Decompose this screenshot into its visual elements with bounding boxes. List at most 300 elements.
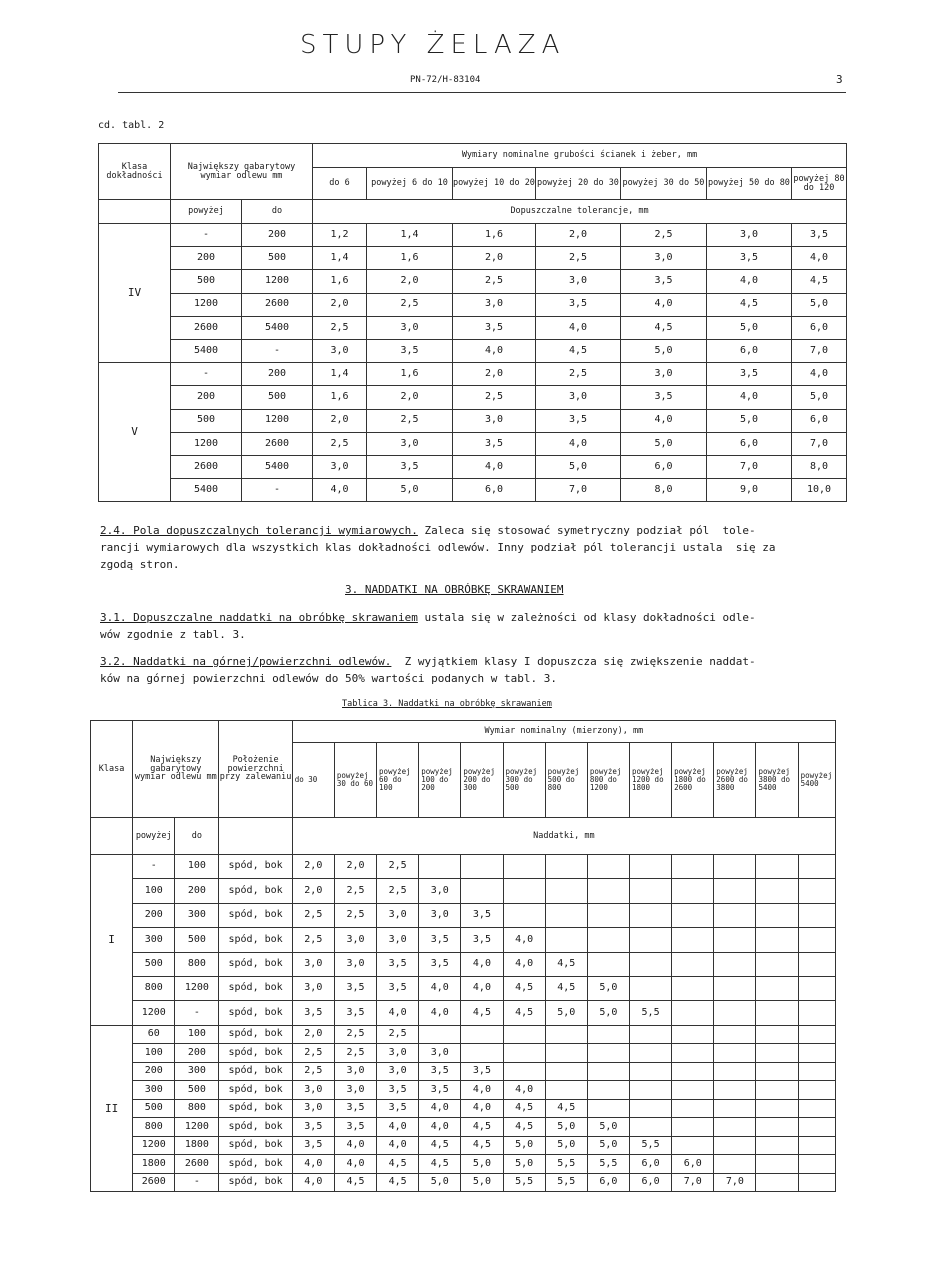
table2-row: [99, 247, 847, 270]
table2-to-cell: -: [242, 339, 313, 362]
table3-value-cell: [756, 952, 798, 976]
table3-value-cell: [419, 855, 461, 879]
table3-value-cell: 7,0: [714, 1173, 756, 1192]
table3-value-cell: 3,0: [334, 952, 376, 976]
table3-value-cell: [672, 1025, 714, 1044]
table2-range-header: powyżej 20 do 30: [536, 168, 621, 200]
table3-from-cell: 200: [133, 1062, 175, 1081]
table3-value-cell: [587, 879, 629, 903]
table2-value-cell: 1,6: [367, 363, 453, 386]
table3-value-cell: 6,0: [629, 1155, 671, 1174]
table3-value-cell: 3,5: [292, 1136, 334, 1155]
table3-value-cell: 3,0: [292, 1081, 334, 1100]
table3-value-cell: 3,0: [377, 1062, 419, 1081]
table3-position-cell: spód, bok: [219, 1173, 292, 1192]
table3-value-cell: [756, 1099, 798, 1118]
table3-caption: Tablica 3. Naddatki na obróbkę skrawaniem: [342, 699, 552, 709]
table3-value-cell: [672, 1118, 714, 1137]
table3-value-cell: 5,0: [587, 1136, 629, 1155]
table2-tolerancje-header: Dopuszczalne tolerancje, mm: [313, 200, 847, 224]
table3-value-cell: 4,5: [419, 1155, 461, 1174]
table3-value-cell: [672, 879, 714, 903]
table3-value-cell: [587, 855, 629, 879]
table3-value-cell: [714, 855, 756, 879]
table2-from-cell: -: [171, 224, 242, 247]
table3-row: [91, 976, 836, 1000]
table3-value-cell: 4,0: [334, 1136, 376, 1155]
table2-from-cell: 5400: [171, 479, 242, 502]
table2-value-cell: 1,4: [313, 247, 367, 270]
table2-row: [99, 386, 847, 409]
table2-value-cell: 3,5: [621, 270, 707, 293]
table3-value-cell: [672, 855, 714, 879]
table3-value-cell: [798, 1136, 835, 1155]
table3-value-cell: [798, 1025, 835, 1044]
table3-row: [91, 1099, 836, 1118]
table3-value-cell: 3,0: [334, 1081, 376, 1100]
table2-value-cell: 7,0: [792, 432, 847, 455]
table3-row: [91, 1118, 836, 1137]
table3-value-cell: 4,0: [419, 1001, 461, 1025]
table3-value-cell: [545, 1062, 587, 1081]
table3-value-cell: [714, 1062, 756, 1081]
table2-row: [99, 432, 847, 455]
table3-range-header: powyżej 3800 do 5400: [756, 743, 798, 818]
paragraph-2-4: [100, 522, 846, 573]
table3-position-cell: spód, bok: [219, 1025, 292, 1044]
table2-value-cell: 3,5: [367, 339, 453, 362]
table3-value-cell: 4,5: [461, 1136, 503, 1155]
table3-from-cell: 2600: [133, 1173, 175, 1192]
table3-from-cell: 800: [133, 976, 175, 1000]
table3-to-cell: 1200: [175, 976, 219, 1000]
table3-class-cell: II: [91, 1025, 133, 1192]
table3-value-cell: [756, 1136, 798, 1155]
table3-value-cell: [714, 1118, 756, 1137]
table3-value-cell: 4,0: [461, 952, 503, 976]
table3-value-cell: [798, 952, 835, 976]
table3-value-cell: 3,5: [377, 1099, 419, 1118]
table2-row: [99, 455, 847, 478]
table3-value-cell: [798, 1155, 835, 1174]
table2-value-cell: 5,0: [367, 479, 453, 502]
table3-value-cell: 3,5: [334, 976, 376, 1000]
table3-value-cell: [672, 1001, 714, 1025]
table3-range-header: powyżej 800 do 1200: [587, 743, 629, 818]
table3-value-cell: [756, 855, 798, 879]
table3-value-cell: 5,0: [587, 976, 629, 1000]
table2-value-cell: 1,6: [313, 270, 367, 293]
table3-value-cell: [798, 879, 835, 903]
table3-value-cell: 4,5: [545, 976, 587, 1000]
table3-value-cell: [587, 903, 629, 927]
table2-value-cell: 8,0: [792, 455, 847, 478]
table3-value-cell: [714, 928, 756, 952]
table3-value-cell: 3,0: [334, 928, 376, 952]
table2-range-header: powyżej 30 do 50: [621, 168, 707, 200]
table2-value-cell: 3,0: [453, 293, 536, 316]
table2-wymiary-header: Wymiary nominalne grubości ścianek i żeber, mm: [313, 144, 847, 168]
table3-value-cell: [714, 1136, 756, 1155]
table3-value-cell: 2,5: [334, 903, 376, 927]
table3-value-cell: 4,5: [503, 1099, 545, 1118]
table3-value-cell: 3,5: [461, 903, 503, 927]
table3-value-cell: [461, 1044, 503, 1063]
table3-to-cell: -: [175, 1001, 219, 1025]
table3-value-cell: [672, 976, 714, 1000]
table2-value-cell: 2,5: [313, 316, 367, 339]
table2-value-cell: 6,0: [621, 455, 707, 478]
table3-value-cell: 3,0: [292, 952, 334, 976]
table3-value-cell: 3,5: [334, 1099, 376, 1118]
table3-value-cell: [756, 1081, 798, 1100]
table2-value-cell: 10,0: [792, 479, 847, 502]
table3-value-cell: [629, 1062, 671, 1081]
table3-value-cell: [461, 855, 503, 879]
table2-value-cell: 5,0: [707, 316, 792, 339]
table3-value-cell: [629, 1025, 671, 1044]
table3-value-cell: [714, 879, 756, 903]
table3-from-cell: 200: [133, 903, 175, 927]
paragraph-3-1: [100, 609, 846, 643]
table2-value-cell: 3,0: [313, 455, 367, 478]
table2-range-header: powyżej 80 do 120: [792, 168, 847, 200]
table2-from-cell: 1200: [171, 293, 242, 316]
page-number: 3: [836, 73, 843, 86]
table3-value-cell: [629, 855, 671, 879]
table3-value-cell: [714, 1081, 756, 1100]
table3-row: [91, 1136, 836, 1155]
table2-to-cell: 2600: [242, 293, 313, 316]
table3-range-header: powyżej 2600 do 3800: [714, 743, 756, 818]
table3-row: [91, 1025, 836, 1044]
table3-range-header: powyżej 30 do 60: [334, 743, 376, 818]
table3-value-cell: 2,5: [377, 1025, 419, 1044]
table3-value-cell: 4,0: [419, 1099, 461, 1118]
table3-value-cell: 2,0: [292, 1025, 334, 1044]
table3-to-cell: 800: [175, 952, 219, 976]
table3-value-cell: 3,5: [377, 952, 419, 976]
table3-to-cell: 500: [175, 928, 219, 952]
paragraph-2-4-line3: zgodą stron.: [100, 558, 180, 571]
table3-value-cell: [503, 903, 545, 927]
table2-value-cell: 7,0: [707, 455, 792, 478]
table3-value-cell: [629, 1081, 671, 1100]
table2-from-cell: 2600: [171, 316, 242, 339]
table3-value-cell: 4,0: [292, 1173, 334, 1192]
table3-value-cell: 5,0: [461, 1155, 503, 1174]
table2-to-cell: 500: [242, 386, 313, 409]
table2-class-cell: V: [99, 363, 171, 502]
table3-position-cell: spód, bok: [219, 1081, 292, 1100]
table3-value-cell: [587, 1099, 629, 1118]
table2-to-cell: -: [242, 479, 313, 502]
table2-value-cell: 3,5: [536, 293, 621, 316]
table3-value-cell: [503, 879, 545, 903]
table3-row: [91, 1155, 836, 1174]
table3-value-cell: [587, 1081, 629, 1100]
table3-value-cell: [503, 1044, 545, 1063]
table3-value-cell: 4,0: [503, 1081, 545, 1100]
table3-value-cell: 4,0: [292, 1155, 334, 1174]
table2-to-cell: 500: [242, 247, 313, 270]
table2-value-cell: 3,5: [453, 432, 536, 455]
table2-from-cell: 200: [171, 247, 242, 270]
table2-value-cell: 5,0: [621, 432, 707, 455]
table3-from-cell: 100: [133, 1044, 175, 1063]
table3-value-cell: 4,5: [503, 976, 545, 1000]
table3-value-cell: [714, 952, 756, 976]
table3-value-cell: 2,5: [334, 1025, 376, 1044]
table2-value-cell: 4,5: [792, 270, 847, 293]
table3-position-cell: spód, bok: [219, 1099, 292, 1118]
table2-value-cell: 9,0: [707, 479, 792, 502]
table3-value-cell: 4,0: [461, 976, 503, 1000]
table3-value-cell: [798, 1118, 835, 1137]
table3-value-cell: 3,0: [292, 1099, 334, 1118]
table3-value-cell: 4,5: [377, 1173, 419, 1192]
table3-position-cell: spód, bok: [219, 1044, 292, 1063]
table3-value-cell: 2,5: [334, 879, 376, 903]
table3-value-cell: 6,0: [587, 1173, 629, 1192]
table3-from-cell: 500: [133, 1099, 175, 1118]
table2-value-cell: 1,4: [367, 224, 453, 247]
table2-value-cell: 6,0: [453, 479, 536, 502]
paragraph-3-2-line1: Z wyjątkiem klasy I dopuszcza się zwiększenie naddat-: [391, 655, 756, 668]
table3-value-cell: 5,5: [629, 1001, 671, 1025]
table3-value-cell: 2,5: [377, 879, 419, 903]
table3-position-cell: spód, bok: [219, 1118, 292, 1137]
table3-value-cell: 6,0: [629, 1173, 671, 1192]
table3-to-cell: 200: [175, 879, 219, 903]
table3-to-cell: 100: [175, 1025, 219, 1044]
table3-value-cell: [756, 976, 798, 1000]
paragraph-2-4-line2: rancji wymiarowych dla wszystkich klas dokładności odlewów. Inny podział pól tolerancji ustala się za: [100, 541, 776, 554]
table3-value-cell: [756, 903, 798, 927]
table3-value-cell: 5,0: [545, 1001, 587, 1025]
table3-row: [91, 1173, 836, 1192]
table2-from-cell: 1200: [171, 432, 242, 455]
table3-value-cell: 3,0: [292, 976, 334, 1000]
table3-value-cell: [756, 1155, 798, 1174]
table2-class-header: Klasa dokładności: [99, 144, 171, 200]
table3-range-header: powyżej 1200 do 1800: [629, 743, 671, 818]
allowance-table: [90, 720, 836, 1192]
table2-do-header: do: [242, 200, 313, 224]
table3-value-cell: 4,5: [503, 1118, 545, 1137]
table3-value-cell: 2,5: [292, 1044, 334, 1063]
table3-powyzej-header: powyżej: [133, 818, 175, 855]
table2-from-cell: 500: [171, 409, 242, 432]
tolerance-table: [98, 143, 847, 502]
table3-value-cell: 5,5: [503, 1173, 545, 1192]
table3-value-cell: [629, 976, 671, 1000]
table2-row: [99, 270, 847, 293]
table3-gabaryt-header: Największy gabarytowy wymiar odlewu mm: [133, 721, 219, 818]
table3-value-cell: 4,5: [461, 1118, 503, 1137]
table3-value-cell: 3,0: [377, 928, 419, 952]
table3-value-cell: [798, 976, 835, 1000]
table3-class-cell: I: [91, 855, 133, 1026]
table3-value-cell: 5,0: [419, 1173, 461, 1192]
table3-value-cell: [798, 1099, 835, 1118]
table3-value-cell: [545, 1044, 587, 1063]
table3-to-cell: 1200: [175, 1118, 219, 1137]
table2-value-cell: 2,5: [367, 409, 453, 432]
table2-row: [99, 479, 847, 502]
table3-value-cell: [587, 1044, 629, 1063]
table3-to-cell: 200: [175, 1044, 219, 1063]
table2-range-header: powyżej 10 do 20: [453, 168, 536, 200]
table2-to-cell: 200: [242, 363, 313, 386]
table3-value-cell: [545, 903, 587, 927]
table3-value-cell: 5,0: [545, 1118, 587, 1137]
table3-value-cell: [461, 1025, 503, 1044]
paragraph-3-1-line1: ustala się w zależności od klasy dokładności odle-: [417, 611, 756, 624]
table3-value-cell: 5,0: [545, 1136, 587, 1155]
table3-value-cell: 3,5: [461, 928, 503, 952]
table3-value-cell: [798, 1044, 835, 1063]
table3-value-cell: 4,5: [461, 1001, 503, 1025]
table2-value-cell: 4,0: [453, 339, 536, 362]
table2-value-cell: 2,0: [313, 409, 367, 432]
continuation-label: cd. tabl. 2: [98, 120, 165, 131]
table3-class-blank: [91, 818, 133, 855]
table3-value-cell: 5,5: [545, 1155, 587, 1174]
table3-value-cell: 3,0: [377, 903, 419, 927]
table3-value-cell: 3,5: [292, 1118, 334, 1137]
paragraph-3-2-line2: ków na górnej powierzchni odlewów do 50% wartości podanych w tabl. 3.: [100, 672, 557, 685]
table3-from-cell: 1200: [133, 1136, 175, 1155]
table3-value-cell: [672, 1081, 714, 1100]
table3-position-cell: spód, bok: [219, 1062, 292, 1081]
table2-range-header: powyżej 6 do 10: [367, 168, 453, 200]
table3-value-cell: 6,0: [672, 1155, 714, 1174]
table2-value-cell: 3,5: [792, 224, 847, 247]
table2-value-cell: 1,2: [313, 224, 367, 247]
table2-value-cell: 5,0: [621, 339, 707, 362]
table2-value-cell: 2,0: [313, 293, 367, 316]
table3-value-cell: [629, 1099, 671, 1118]
table2-value-cell: 5,0: [792, 386, 847, 409]
table3-row: [91, 928, 836, 952]
table3-value-cell: 2,0: [292, 879, 334, 903]
table2-value-cell: 2,5: [536, 247, 621, 270]
table3-value-cell: 4,5: [334, 1173, 376, 1192]
table2-value-cell: 3,0: [621, 363, 707, 386]
table3-position-cell: spód, bok: [219, 976, 292, 1000]
table2-class-blank: [99, 200, 171, 224]
table3-range-header: do 30: [292, 743, 334, 818]
table2-value-cell: 3,0: [367, 432, 453, 455]
table3-wymiar-header: Wymiar nominalny (mierzony), mm: [292, 721, 835, 743]
table3-value-cell: [714, 903, 756, 927]
table3-value-cell: [714, 1155, 756, 1174]
table3-value-cell: 4,0: [377, 1136, 419, 1155]
table3-value-cell: 4,0: [503, 928, 545, 952]
table2-gabaryt-header: Największy gabarytowy wymiar odlewu mm: [171, 144, 313, 200]
table2-from-cell: 2600: [171, 455, 242, 478]
table2-value-cell: 2,0: [453, 363, 536, 386]
table3-value-cell: 3,0: [377, 1044, 419, 1063]
table3-value-cell: [629, 952, 671, 976]
table2-value-cell: 3,0: [453, 409, 536, 432]
table3-value-cell: 2,5: [292, 1062, 334, 1081]
table3-value-cell: [587, 928, 629, 952]
table2-value-cell: 2,5: [453, 270, 536, 293]
table2-value-cell: 3,0: [707, 224, 792, 247]
table3-value-cell: 3,5: [419, 1062, 461, 1081]
table3-value-cell: [672, 1099, 714, 1118]
table2-value-cell: 2,0: [367, 386, 453, 409]
paragraph-3-2: [100, 653, 846, 687]
table3-value-cell: 3,5: [334, 1001, 376, 1025]
table2-value-cell: 2,5: [621, 224, 707, 247]
table3-value-cell: [756, 1062, 798, 1081]
table3-value-cell: 3,0: [419, 879, 461, 903]
table2-value-cell: 4,0: [707, 386, 792, 409]
table2-value-cell: 6,0: [792, 316, 847, 339]
table3-value-cell: [756, 1001, 798, 1025]
table3-value-cell: [714, 1025, 756, 1044]
table3-value-cell: 2,5: [292, 903, 334, 927]
table3-value-cell: 4,5: [377, 1155, 419, 1174]
document-code: PN-72/H-83104: [410, 75, 481, 85]
table3-value-cell: [798, 1001, 835, 1025]
table3-value-cell: [503, 1062, 545, 1081]
table3-to-cell: 2600: [175, 1155, 219, 1174]
table3-value-cell: [587, 952, 629, 976]
table2-from-cell: 200: [171, 386, 242, 409]
table2-value-cell: 5,0: [536, 455, 621, 478]
table3-value-cell: [545, 855, 587, 879]
table3-value-cell: 4,0: [377, 1118, 419, 1137]
table3-value-cell: 4,5: [419, 1136, 461, 1155]
table3-value-cell: 2,0: [334, 855, 376, 879]
table3-from-cell: 300: [133, 928, 175, 952]
table2-class-cell: IV: [99, 224, 171, 363]
table2-value-cell: 3,5: [621, 386, 707, 409]
table2-value-cell: 4,5: [536, 339, 621, 362]
table3-row: [91, 855, 836, 879]
table3-value-cell: [756, 1044, 798, 1063]
table2-value-cell: 2,0: [453, 247, 536, 270]
table3-value-cell: [587, 1025, 629, 1044]
table3-value-cell: [672, 1062, 714, 1081]
table2-value-cell: 3,0: [536, 386, 621, 409]
table3-value-cell: 5,5: [545, 1173, 587, 1192]
table3-value-cell: 3,5: [334, 1118, 376, 1137]
table2-value-cell: 2,5: [313, 432, 367, 455]
table3-value-cell: [629, 879, 671, 903]
handwritten-title: STUPY ŻELAZA: [300, 30, 566, 60]
table2-row: [99, 316, 847, 339]
table3-row: [91, 1062, 836, 1081]
table3-from-cell: 800: [133, 1118, 175, 1137]
table3-to-cell: 800: [175, 1099, 219, 1118]
table3-value-cell: [798, 855, 835, 879]
table2-value-cell: 4,0: [792, 247, 847, 270]
table3-value-cell: [714, 976, 756, 1000]
table3-value-cell: [419, 1025, 461, 1044]
table2-value-cell: 2,5: [536, 363, 621, 386]
table3-row: [91, 1081, 836, 1100]
table3-value-cell: 4,5: [545, 1099, 587, 1118]
table2-value-cell: 5,0: [707, 409, 792, 432]
table3-value-cell: 3,5: [419, 928, 461, 952]
table2-value-cell: 4,0: [621, 293, 707, 316]
table2-row: [99, 224, 847, 247]
